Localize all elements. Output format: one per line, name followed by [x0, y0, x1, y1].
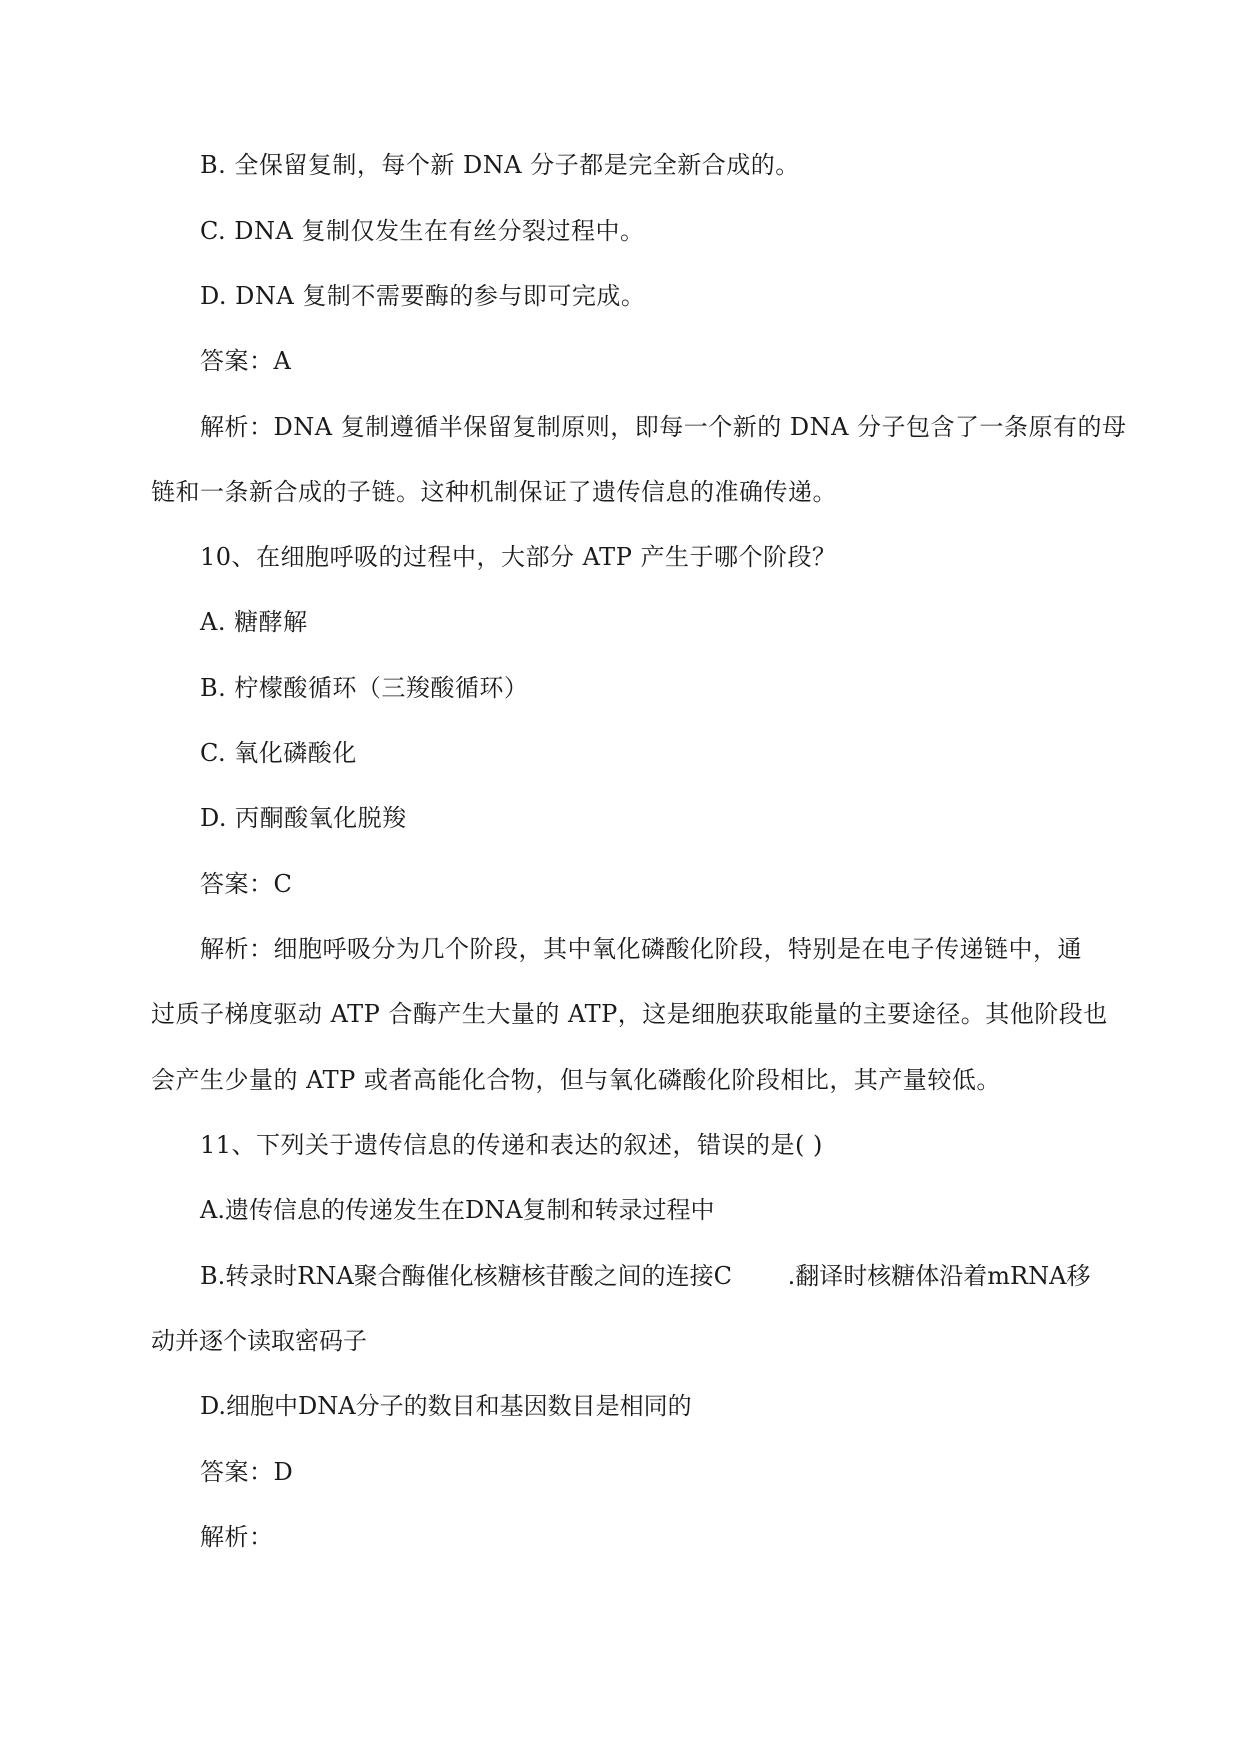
q10-option-c: C. 氧化磷酸化	[200, 739, 357, 767]
q11-question: 11、下列关于遗传信息的传递和表达的叙述，错误的是( )	[200, 1131, 823, 1159]
q10-analysis-line-2: 过质子梯度驱动 ATP 合酶产生大量的 ATP，这是细胞获取能量的主要途径。其他阶段也	[151, 1000, 1108, 1028]
q11-option-a: A.遗传信息的传递发生在DNA复制和转录过程中	[200, 1196, 715, 1224]
q10-option-b: B. 柠檬酸循环（三羧酸循环）	[200, 674, 529, 702]
q11-option-b-line-2: 动并逐个读取密码子	[151, 1327, 367, 1355]
q11-answer: 答案：D	[200, 1458, 294, 1486]
q10-option-a: A. 糖酵解	[200, 608, 308, 636]
q9-answer: 答案：A	[200, 347, 292, 375]
q9-option-d: D. DNA 复制不需要酶的参与即可完成。	[200, 282, 646, 310]
q11-option-b-line-1: B.转录时RNA聚合酶催化核糖核苷酸之间的连接C .翻译时核糖体沿着mRNA移	[200, 1262, 1091, 1290]
q9-analysis-line-1: 解析：DNA 复制遵循半保留复制原则，即每一个新的 DNA 分子包含了一条原有的母	[200, 413, 1127, 441]
q9-option-b: B. 全保留复制，每个新 DNA 分子都是完全新合成的。	[200, 151, 800, 179]
q9-analysis-line-2: 链和一条新合成的子链。这种机制保证了遗传信息的准确传递。	[151, 478, 837, 506]
q10-question: 10、在细胞呼吸的过程中，大部分 ATP 产生于哪个阶段？	[200, 543, 837, 571]
q11-option-d: D.细胞中DNA分子的数目和基因数目是相同的	[200, 1392, 692, 1420]
q10-option-d: D. 丙酮酸氧化脱羧	[200, 804, 407, 832]
q9-option-c: C. DNA 复制仅发生在有丝分裂过程中。	[200, 217, 645, 245]
q11-analysis-label: 解析：	[200, 1523, 274, 1551]
q10-analysis-line-3: 会产生少量的 ATP 或者高能化合物，但与氧化磷酸化阶段相比，其产量较低。	[151, 1066, 1001, 1094]
q10-analysis-line-1: 解析：细胞呼吸分为几个阶段，其中氧化磷酸化阶段，特别是在电子传递链中，通	[200, 935, 1082, 963]
q10-answer: 答案：C	[200, 870, 293, 898]
